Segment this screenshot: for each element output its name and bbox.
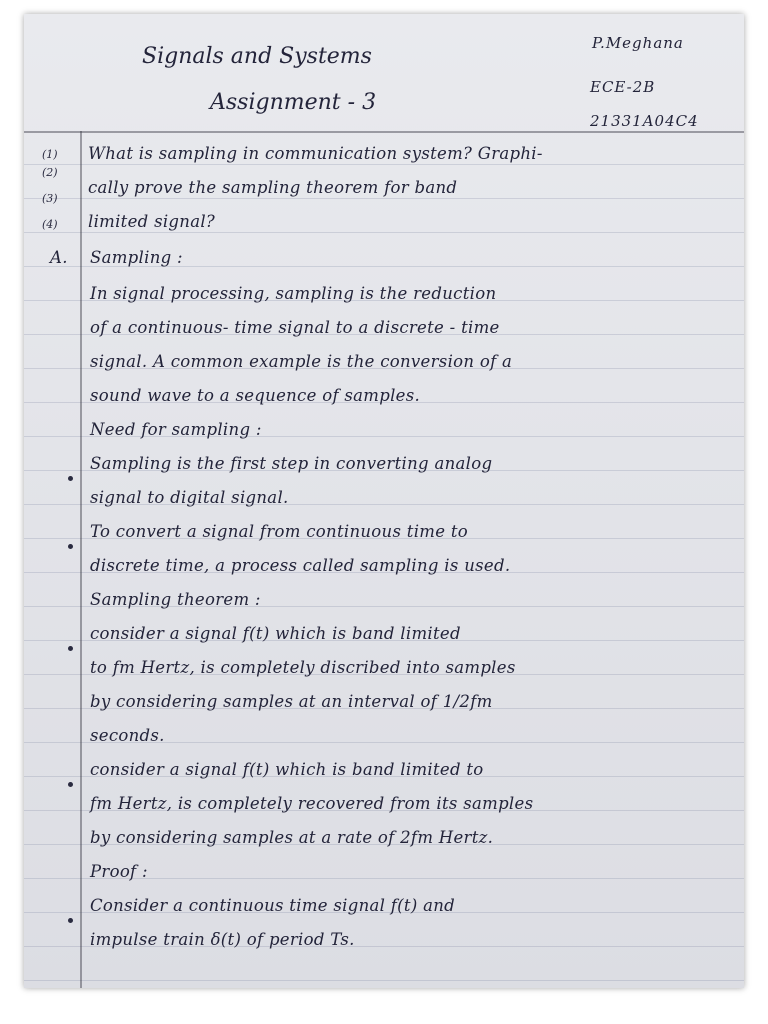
- bullet-line: To convert a signal from continuous time to: [90, 522, 469, 541]
- bullet-line: fm Hertz, is completely recovered from its samples: [90, 794, 534, 813]
- section-heading: Sampling :: [90, 248, 183, 267]
- ruled-line: [24, 980, 744, 981]
- bullet-line: by considering samples at an interval of 1/2fm: [90, 692, 493, 711]
- definition-line: signal. A common example is the conversion of a: [90, 352, 513, 371]
- section-heading: Proof :: [90, 862, 148, 881]
- student-roll: 21331A04C4: [590, 112, 699, 130]
- bullet-dot: [68, 476, 73, 481]
- bullet-line: seconds.: [90, 726, 165, 745]
- bullet-line: to fm Hertz, is completely discribed into samples: [90, 658, 516, 677]
- notebook-page: [24, 14, 744, 988]
- bullet-line: by considering samples at a rate of 2fm Hertz.: [90, 828, 494, 847]
- section-heading: Need for sampling :: [90, 420, 262, 439]
- bullet-dot: [68, 646, 73, 651]
- definition-line: of a continuous- time signal to a discrete - time: [90, 318, 500, 337]
- assignment-number: Assignment - 3: [210, 90, 377, 115]
- bullet-line: Consider a continuous time signal f(t) and: [90, 896, 456, 915]
- ruled-line: [24, 164, 744, 165]
- bullet-line: consider a signal f(t) which is band limited: [90, 624, 461, 643]
- bullet-line: signal to digital signal.: [90, 488, 289, 507]
- bullet-dot: [68, 782, 73, 787]
- header-rule: [24, 131, 744, 133]
- bullet-dot: [68, 544, 73, 549]
- bullet-line: discrete time, a process called sampling is used.: [90, 556, 511, 575]
- ruled-line: [24, 198, 744, 199]
- page-title: Signals and Systems: [142, 44, 372, 69]
- student-name: P.Meghana: [592, 34, 684, 52]
- question-number: (1): [42, 148, 58, 161]
- bullet-line: impulse train δ(t) of period Ts.: [90, 930, 355, 949]
- question-line: cally prove the sampling theorem for band: [88, 178, 458, 197]
- margin-line: [80, 131, 82, 988]
- definition-line: In signal processing, sampling is the reduction: [90, 284, 497, 303]
- definition-line: sound wave to a sequence of samples.: [90, 386, 421, 405]
- answer-marker: A.: [50, 248, 68, 267]
- student-class: ECE-2B: [590, 78, 656, 96]
- question-number: (4): [42, 218, 58, 231]
- bullet-line: consider a signal f(t) which is band limited to: [90, 760, 484, 779]
- bullet-line: Sampling is the first step in converting analog: [90, 454, 493, 473]
- question-line: limited signal?: [88, 212, 216, 231]
- question-line: What is sampling in communication system? Graphi-: [88, 144, 543, 163]
- question-number: (2): [42, 166, 58, 179]
- question-number: (3): [42, 192, 58, 205]
- ruled-line: [24, 232, 744, 233]
- section-heading: Sampling theorem :: [90, 590, 261, 609]
- bullet-dot: [68, 918, 73, 923]
